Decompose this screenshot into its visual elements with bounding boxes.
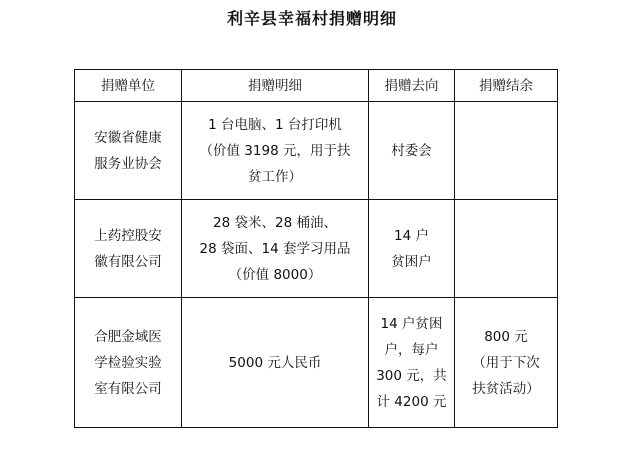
destination-line: 村委会 [391,142,432,159]
donation-table [74,69,558,428]
donor-unit-line: 徽有限公司 [94,253,162,270]
table-row [75,102,558,200]
header-balance: 捐赠结余 [455,70,558,102]
donation-detail-line: （价值 8000） [228,266,322,283]
destination-line: 贫困户 [391,253,432,270]
donor-unit-cell [75,200,182,298]
donation-detail-line: （价值 3198 元，用于扶 [199,142,351,159]
donation-detail-line: 1 台电脑、1 台打印机 [208,116,342,133]
table-row [75,298,558,428]
donation-detail-line: 5000 元人民币 [228,354,322,371]
donation-detail-line: 28 袋米、28 桶油、 [213,214,337,231]
header-donor-unit: 捐赠单位 [75,70,182,102]
balance-cell [455,102,558,200]
table-row [75,200,558,298]
donor-unit-line: 服务业协会 [94,155,162,172]
destination-cell [369,102,455,200]
donation-detail-line: 贫工作） [248,168,302,185]
donation-detail-cell [182,200,369,298]
balance-line: 扶贫活动） [472,380,540,397]
donor-unit-line: 安徽省健康 [94,129,162,146]
header-donation-detail: 捐赠明细 [182,70,369,102]
destination-line: 户，每户 [384,341,439,358]
donor-unit-line: 学检验实验 [94,354,162,371]
donation-detail-line: 28 袋面、14 套学习用品 [199,240,351,257]
balance-line: 800 元 [484,328,528,345]
destination-line: 300 元，共 [376,367,447,384]
donor-unit-line: 室有限公司 [94,380,162,397]
destination-line: 14 户贫困 [380,315,443,332]
donor-unit-cell [75,298,182,428]
destination-line: 计 4200 元 [376,393,447,410]
donation-detail-cell [182,102,369,200]
balance-line: （用于下次 [472,354,540,371]
balance-cell [455,298,558,428]
donation-detail-cell [182,298,369,428]
destination-line: 14 户 [394,227,429,244]
header-destination: 捐赠去向 [369,70,455,102]
donor-unit-line: 上药控股安 [94,227,162,244]
document-title: 利辛县幸福村捐赠明细 [226,9,397,28]
destination-cell [369,298,455,428]
table-header-row [75,70,558,102]
donor-unit-cell [75,102,182,200]
donor-unit-line: 合肥金域医 [94,328,162,345]
destination-cell [369,200,455,298]
balance-cell [455,200,558,298]
